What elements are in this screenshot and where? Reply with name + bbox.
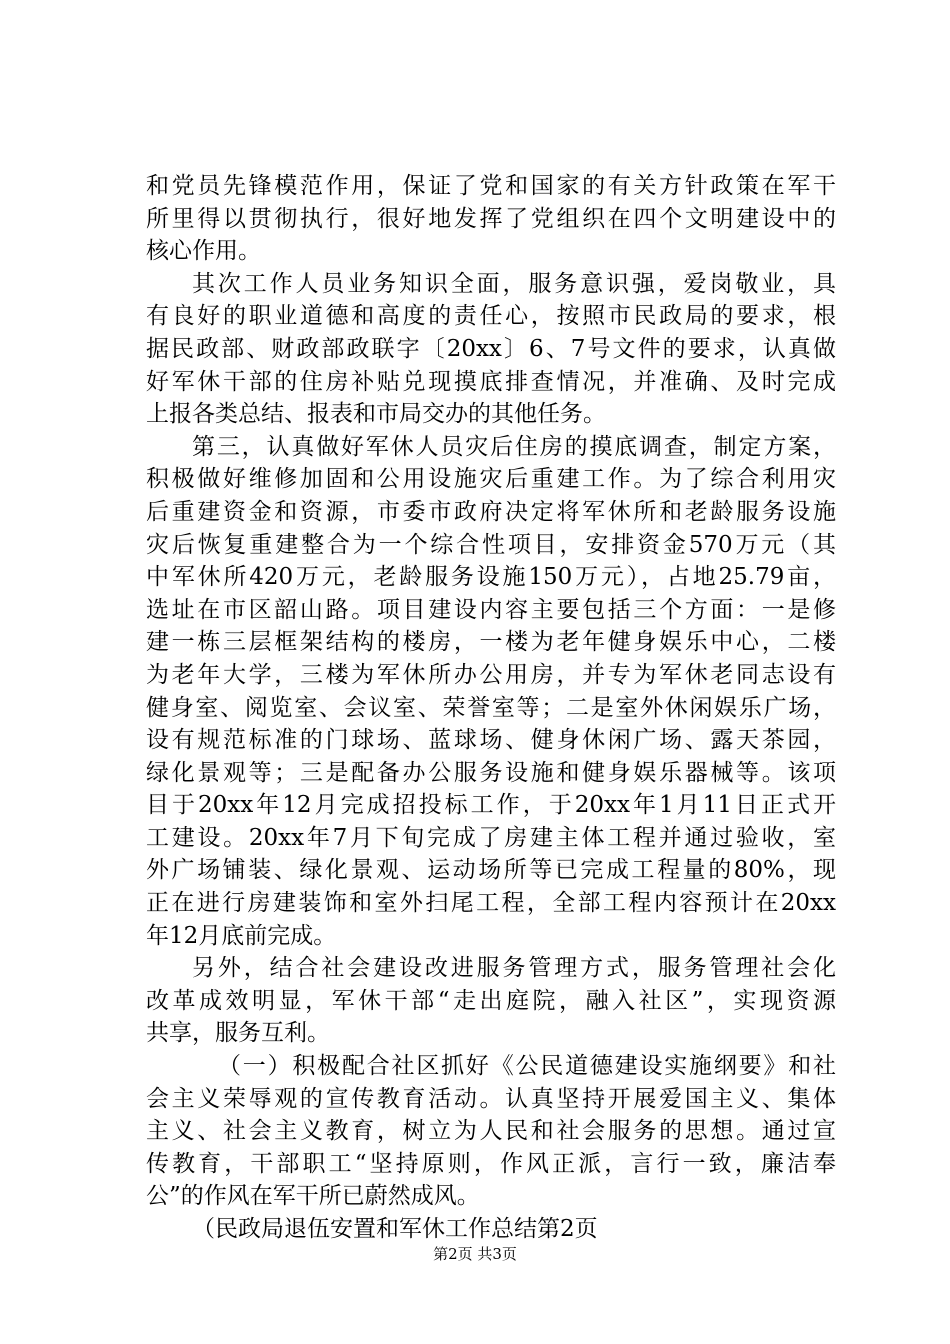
text-line: 建一栋三层框架结构的楼房，一楼为老年健身娱乐中心，二楼 [146, 629, 836, 656]
paragraph-start-line: （一）积极配合社区抓好《公民道德建设实施纲要》和社 [218, 1053, 836, 1080]
text-line: 绿化景观等；三是配备办公服务设施和健身娱乐器械等。该项 [146, 759, 836, 786]
text-line: 公”的作风在军干所已蔚然成风。 [146, 1183, 480, 1210]
text-line: 上报各类总结、报表和市局交办的其他任务。 [146, 401, 606, 428]
text-line: 年12月底前完成。 [146, 922, 337, 949]
text-line: 外广场铺装、绿化景观、运动场所等已完成工程量的80%，现 [146, 857, 836, 884]
text-line: 为老年大学，三楼为军休所办公用房，并专为军休老同志设有 [146, 661, 836, 688]
text-line: 和党员先锋模范作用，保证了党和国家的有关方针政策在军干 [146, 173, 836, 199]
text-line: 会主义荣辱观的宣传教育活动。认真坚持开展爱国主义、集体 [146, 1085, 836, 1112]
text-line: 传教育，干部职工“坚持原则，作风正派，言行一致，廉洁奉 [146, 1150, 836, 1177]
text-line: 健身室、阅览室、会议室、荣誉室等；二是室外休闲娱乐广场， [146, 694, 836, 721]
text-line: 积极做好维修加固和公用设施灾后重建工作。为了综合利用灾 [146, 466, 836, 493]
text-line: 据民政部、财政部政联字〔20xx〕6、7号文件的要求，认真做 [146, 335, 836, 362]
text-line: 好军休干部的住房补贴兑现摸底排查情况，并准确、及时完成 [146, 368, 836, 395]
body-text [146, 170, 836, 1246]
paragraph-start-line: （民政局退伍安置和军休工作总结第2页 [192, 1216, 598, 1242]
page-footer [0, 1244, 950, 1264]
text-line: 选址在市区韶山路。项目建设内容主要包括三个方面：一是修 [146, 596, 836, 623]
text-line: 有良好的职业道德和高度的责任心，按照市民政局的要求，根 [146, 303, 836, 330]
text-line: 正在进行房建装饰和室外扫尾工程，全部工程内容预计在20xx [146, 890, 836, 917]
text-line: 后重建资金和资源，市委市政府决定将军休所和老龄服务设施 [146, 498, 836, 525]
text-line: 设有规范标准的门球场、蓝球场、健身休闲广场、露天茶园， [146, 727, 836, 754]
text-line: 工建设。20xx年7月下旬完成了房建主体工程并通过验收，室 [146, 824, 836, 851]
text-line: 改革成效明显，军休干部“走出庭院，融入社区”，实现资源 [146, 987, 836, 1014]
paragraph-start-line: 第三，认真做好军休人员灾后住房的摸底调查，制定方案， [192, 433, 836, 460]
text-line: 核心作用。 [146, 238, 261, 265]
paragraph-start-line: 另外，结合社会建设改进服务管理方式，服务管理社会化 [192, 955, 836, 982]
text-line: 中军休所420万元，老龄服务设施150万元），占地25.79亩， [146, 564, 836, 591]
text-line: 主义、社会主义教育，树立为人民和社会服务的思想。通过宣 [146, 1118, 836, 1145]
text-line: 共享，服务互利。 [146, 1020, 330, 1047]
paragraph-start-line: 其次工作人员业务知识全面，服务意识强，爱岗敬业，具 [192, 270, 836, 297]
text-line: 灾后恢复重建整合为一个综合性项目，安排资金570万元（其 [146, 531, 836, 558]
text-line: 目于20xx年12月完成招投标工作，于20xx年1月11日正式开 [146, 792, 836, 819]
text-line: 所里得以贯彻执行，很好地发挥了党组织在四个文明建设中的 [146, 205, 836, 232]
page-number: 第2页 共3页 [433, 1245, 517, 1263]
